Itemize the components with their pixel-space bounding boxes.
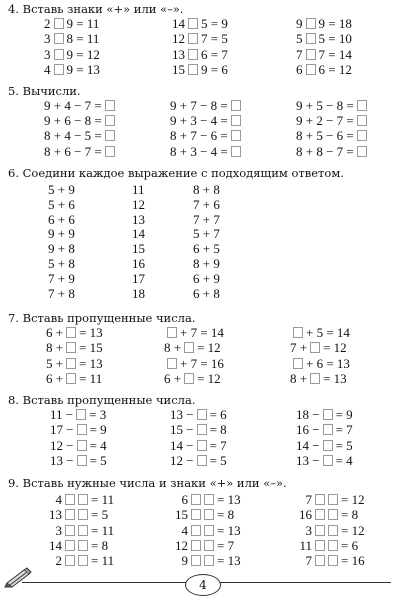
expression-suffix: = 12 (197, 340, 221, 356)
missing-number-exercise (50, 423, 107, 438)
sign-box[interactable] (188, 49, 198, 60)
expression-suffix: = 12 (323, 340, 347, 356)
compute-exercise (296, 99, 370, 114)
operand-b-result: 9 = 12 (66, 46, 100, 62)
expression-text: 8 + 3 − 4 = (170, 143, 228, 159)
answer-box[interactable] (105, 115, 115, 126)
match-right-item[interactable]: 8 + 9 (193, 256, 220, 271)
compute-exercise (296, 145, 370, 160)
expression-result: = 12 (341, 492, 365, 507)
answer-box[interactable] (357, 100, 367, 111)
section-7-header: 7. Вставь пропущенные числа. (8, 311, 196, 325)
operand-a: 14 (49, 537, 62, 553)
operand-b-result: 7 = 14 (318, 46, 352, 62)
pencil-icon (4, 566, 34, 588)
expression-suffix: = 5 (209, 452, 227, 468)
expression-text: 8 + 8 − 7 = (296, 143, 354, 159)
expression-text: 8 + 5 − 6 = (296, 128, 354, 144)
missing-number-exercise (296, 439, 353, 454)
match-mid-item[interactable]: 15 (132, 241, 145, 257)
missing-number-exercise (50, 439, 107, 454)
sign-box[interactable] (315, 525, 325, 536)
answer-box[interactable] (357, 130, 367, 141)
expression-result: = 13 (217, 492, 241, 507)
match-left-item[interactable]: 9 + 8 (48, 241, 75, 257)
section-8-header: 8. Вставь пропущенные числа. (8, 393, 196, 407)
operand-b-result: 6 = 12 (318, 61, 352, 77)
operand-a: 11 (299, 537, 312, 553)
match-mid-item[interactable]: 11 (132, 182, 145, 197)
answer-box[interactable] (231, 130, 241, 141)
match-right-item[interactable]: 8 + 8 (193, 182, 220, 197)
number-sign-exercise (48, 508, 108, 523)
sign-box[interactable] (188, 33, 198, 44)
expression-result: = 7 (217, 537, 235, 553)
expression-suffix: = 5 (89, 452, 107, 468)
sign-exercise (172, 17, 228, 32)
answer-box[interactable] (66, 327, 76, 338)
missing-number-exercise (50, 408, 106, 423)
answer-box[interactable] (184, 342, 194, 353)
sign-exercise (172, 63, 228, 78)
operand-a: 5 (296, 31, 303, 47)
missing-number-exercise (46, 372, 102, 387)
missing-number-exercise (170, 423, 227, 438)
sign-box[interactable] (315, 494, 325, 505)
operand-a: 9 (296, 16, 303, 31)
operand-a: 14 (172, 16, 185, 31)
expression-suffix: = 7 (209, 437, 227, 453)
answer-box[interactable] (105, 100, 115, 111)
number-sign-exercise (174, 493, 241, 508)
missing-number-exercise (290, 341, 347, 356)
sign-box[interactable] (306, 49, 316, 60)
expression-result: = 5 (91, 507, 109, 523)
answer-box[interactable] (66, 358, 76, 369)
compute-exercise (44, 145, 118, 160)
sign-exercise (44, 32, 99, 47)
missing-number-exercise (46, 326, 103, 341)
answer-box[interactable] (293, 327, 303, 338)
sign-box[interactable] (65, 555, 75, 566)
number-sign-exercise (174, 539, 234, 554)
sign-box[interactable] (191, 509, 201, 520)
compute-exercise (44, 129, 118, 144)
sign-exercise (296, 32, 352, 47)
expression-suffix: = 5 (335, 437, 353, 453)
expression-suffix: = 13 (79, 355, 103, 371)
number-sign-exercise (298, 493, 365, 508)
operand-b-result: 9 = 13 (66, 61, 100, 77)
expression-prefix: 8 + (46, 340, 64, 356)
operand-a: 6 (181, 492, 188, 507)
sign-box[interactable] (191, 494, 201, 505)
match-left-item[interactable]: 6 + 6 (48, 211, 75, 227)
match-mid-item[interactable]: 12 (132, 196, 145, 212)
expression-suffix: = 7 (335, 422, 353, 438)
number-sign-exercise (298, 539, 358, 554)
operand-a: 9 (181, 553, 188, 569)
operand-a: 6 (296, 61, 303, 77)
expression-prefix: 14 − (170, 437, 194, 453)
operand-a: 3 (305, 522, 312, 538)
operand-a: 7 (296, 46, 303, 62)
answer-box[interactable] (310, 342, 320, 353)
missing-number-exercise (290, 357, 350, 372)
number-box[interactable] (78, 494, 88, 505)
answer-box[interactable] (231, 100, 241, 111)
expression-text: 8 + 4 − 5 = (44, 128, 102, 144)
answer-box[interactable] (66, 373, 76, 384)
expression-result: = 11 (91, 492, 115, 507)
answer-box[interactable] (231, 146, 241, 157)
expression-suffix: = 4 (89, 437, 107, 453)
compute-exercise (44, 114, 118, 129)
number-box[interactable] (204, 509, 214, 520)
sign-exercise (296, 63, 352, 78)
expression-suffix: = 4 (335, 452, 353, 468)
sign-box[interactable] (65, 494, 75, 505)
match-mid-item[interactable]: 16 (132, 256, 145, 271)
match-left-item[interactable]: 7 + 9 (48, 270, 75, 286)
section-6-header: 6. Соедини каждое выражение с подходящим ответом. (8, 166, 344, 180)
missing-number-exercise (164, 341, 221, 356)
expression-result: = 13 (217, 553, 241, 569)
expression-text: 9 + 7 − 8 = (170, 98, 228, 113)
sign-box[interactable] (65, 509, 75, 520)
compute-exercise (170, 114, 244, 129)
operand-b-result: 5 = 9 (201, 16, 228, 31)
match-right-item[interactable]: 5 + 7 (193, 226, 220, 242)
expression-suffix: = 13 (79, 325, 103, 340)
expression-text: 9 + 4 − 7 = (44, 98, 102, 113)
sign-box[interactable] (306, 64, 316, 75)
operand-a: 3 (44, 31, 51, 47)
sign-exercise (172, 48, 228, 63)
sign-box[interactable] (54, 64, 64, 75)
missing-number-exercise (170, 408, 227, 423)
match-left-item[interactable]: 5 + 9 (48, 182, 75, 197)
expression-result: = 12 (341, 522, 365, 538)
sign-box[interactable] (65, 540, 75, 551)
operand-a: 16 (299, 507, 312, 523)
expression-prefix: 6 + (164, 370, 182, 386)
operand-b-result: 5 = 10 (318, 31, 352, 47)
sign-box[interactable] (315, 509, 325, 520)
operand-a: 2 (55, 553, 62, 569)
missing-number-exercise (50, 454, 107, 469)
match-left-item[interactable]: 7 + 8 (48, 285, 75, 301)
sign-exercise (296, 17, 352, 32)
expression-suffix: = 11 (79, 370, 103, 386)
expression-prefix: 7 + (290, 340, 308, 356)
answer-box[interactable] (197, 409, 207, 420)
number-box[interactable] (328, 555, 338, 566)
number-box[interactable] (328, 540, 338, 551)
answer-box[interactable] (105, 146, 115, 157)
answer-box[interactable] (310, 373, 320, 384)
operand-a: 3 (55, 522, 62, 538)
sign-box[interactable] (188, 64, 198, 75)
sign-box[interactable] (315, 540, 325, 551)
sign-exercise (296, 48, 352, 63)
expression-suffix: + 7 = 16 (180, 355, 224, 371)
operand-a: 15 (175, 507, 188, 523)
answer-box[interactable] (76, 409, 86, 420)
expression-text: 9 + 3 − 4 = (170, 113, 228, 129)
answer-box[interactable] (66, 342, 76, 353)
expression-prefix: 8 + (164, 340, 182, 356)
compute-exercise (44, 99, 118, 114)
number-box[interactable] (204, 525, 214, 536)
operand-a: 13 (172, 46, 185, 62)
expression-text: 9 + 6 − 8 = (44, 113, 102, 129)
expression-result: = 13 (217, 522, 241, 538)
sign-box[interactable] (54, 33, 64, 44)
expression-prefix: 18 − (296, 407, 320, 422)
match-right-item[interactable]: 7 + 7 (193, 211, 220, 227)
expression-prefix: 16 − (296, 422, 320, 438)
operand-a: 12 (175, 537, 188, 553)
expression-suffix: = 15 (79, 340, 103, 356)
expression-text: 9 + 5 − 8 = (296, 98, 354, 113)
missing-number-exercise (170, 439, 227, 454)
expression-suffix: + 7 = 14 (180, 325, 224, 340)
answer-box[interactable] (197, 440, 207, 451)
operand-a: 3 (44, 46, 51, 62)
missing-number-exercise (296, 408, 353, 423)
answer-box[interactable] (77, 440, 87, 451)
expression-result: = 11 (91, 522, 115, 538)
number-sign-exercise (48, 524, 114, 539)
number-box[interactable] (204, 555, 214, 566)
compute-exercise (170, 129, 244, 144)
answer-box[interactable] (105, 130, 115, 141)
expression-suffix: = 12 (197, 370, 221, 386)
number-box[interactable] (328, 509, 338, 520)
answer-box[interactable] (323, 455, 333, 466)
answer-box[interactable] (231, 115, 241, 126)
number-sign-exercise (174, 524, 241, 539)
sign-exercise (172, 32, 228, 47)
match-right-item[interactable]: 6 + 8 (193, 285, 220, 301)
operand-b-result: 9 = 18 (318, 16, 352, 31)
page-number: 4 (185, 574, 221, 596)
operand-a: 4 (55, 492, 62, 507)
match-left-item[interactable]: 5 + 8 (48, 256, 75, 271)
number-sign-exercise (48, 493, 114, 508)
missing-number-exercise (46, 357, 103, 372)
section-4-header: 4. Вставь знаки «+» или «–». (8, 2, 184, 16)
operand-a: 15 (172, 61, 185, 77)
operand-a: 7 (305, 553, 312, 569)
answer-box[interactable] (184, 373, 194, 384)
number-box[interactable] (78, 509, 88, 520)
number-box[interactable] (204, 540, 214, 551)
operand-b-result: 9 = 11 (66, 16, 100, 31)
missing-number-exercise (164, 357, 224, 372)
sign-exercise (44, 48, 100, 63)
match-mid-item[interactable]: 14 (132, 226, 145, 242)
answer-box[interactable] (323, 440, 333, 451)
section-9-header: 9. Вставь нужные числа и знаки «+» или «–». (8, 476, 287, 490)
number-sign-exercise (174, 508, 234, 523)
expression-suffix: = 13 (323, 370, 347, 386)
missing-number-exercise (296, 423, 353, 438)
expression-result: = 6 (341, 537, 359, 553)
match-mid-item[interactable]: 18 (132, 285, 145, 301)
expression-suffix: + 6 = 13 (306, 355, 350, 371)
answer-box[interactable] (77, 424, 87, 435)
operand-b-result: 9 = 6 (201, 61, 228, 77)
expression-text: 8 + 6 − 7 = (44, 143, 102, 159)
answer-box[interactable] (357, 115, 367, 126)
match-left-item[interactable]: 9 + 9 (48, 226, 75, 242)
expression-prefix: 6 + (46, 325, 64, 340)
operand-a: 12 (172, 31, 185, 47)
expression-prefix: 17 − (50, 422, 74, 438)
operand-a: 2 (44, 16, 51, 31)
match-right-item[interactable]: 7 + 6 (193, 196, 220, 212)
expression-prefix: 12 − (170, 452, 194, 468)
expression-text: 8 + 7 − 6 = (170, 128, 228, 144)
sign-box[interactable] (306, 33, 316, 44)
compute-exercise (170, 99, 244, 114)
sign-box[interactable] (188, 18, 198, 29)
expression-result: = 8 (91, 537, 109, 553)
answer-box[interactable] (197, 424, 207, 435)
expression-suffix: = 6 (209, 407, 227, 422)
missing-number-exercise (46, 341, 103, 356)
compute-exercise (170, 145, 244, 160)
expression-prefix: 15 − (170, 422, 194, 438)
number-box[interactable] (78, 540, 88, 551)
match-right-item[interactable]: 6 + 5 (193, 241, 220, 257)
sign-box[interactable] (191, 540, 201, 551)
operand-a: 4 (181, 522, 188, 538)
number-sign-exercise (298, 554, 365, 569)
sign-box[interactable] (315, 555, 325, 566)
operand-b-result: 7 = 5 (201, 31, 228, 47)
number-box[interactable] (78, 525, 88, 536)
number-sign-exercise (298, 508, 358, 523)
compute-exercise (296, 129, 370, 144)
expression-prefix: 8 + (290, 370, 308, 386)
compute-exercise (296, 114, 370, 129)
missing-number-exercise (296, 454, 353, 469)
operand-b-result: 6 = 7 (201, 46, 228, 62)
expression-prefix: 12 − (50, 437, 74, 453)
expression-result: = 8 (341, 507, 359, 523)
expression-prefix: 6 + (46, 370, 64, 386)
expression-prefix: 13 − (50, 452, 74, 468)
match-right-item[interactable]: 6 + 9 (193, 270, 220, 286)
answer-box[interactable] (323, 424, 333, 435)
expression-suffix: = 9 (89, 422, 107, 438)
expression-result: = 8 (217, 507, 235, 523)
answer-box[interactable] (357, 146, 367, 157)
number-box[interactable] (328, 494, 338, 505)
match-left-item[interactable]: 5 + 6 (48, 196, 75, 212)
number-sign-exercise (48, 554, 114, 569)
expression-result: = 11 (91, 553, 115, 569)
missing-number-exercise (290, 372, 347, 387)
sign-exercise (44, 17, 99, 32)
number-box[interactable] (204, 494, 214, 505)
number-sign-exercise (298, 524, 365, 539)
sign-box[interactable] (191, 525, 201, 536)
operand-b-result: 8 = 11 (66, 31, 100, 47)
answer-box[interactable] (323, 409, 333, 420)
sign-box[interactable] (306, 18, 316, 29)
operand-a: 4 (44, 61, 51, 77)
missing-number-exercise (164, 326, 224, 341)
answer-box[interactable] (197, 455, 207, 466)
operand-a: 13 (49, 507, 62, 523)
answer-box[interactable] (293, 358, 303, 369)
sign-box[interactable] (191, 555, 201, 566)
number-box[interactable] (78, 555, 88, 566)
sign-box[interactable] (54, 18, 64, 29)
sign-exercise (44, 63, 100, 78)
expression-result: = 16 (341, 553, 365, 569)
answer-box[interactable] (77, 455, 87, 466)
missing-number-exercise (170, 454, 227, 469)
answer-box[interactable] (167, 358, 177, 369)
expression-prefix: 11 − (50, 407, 74, 422)
section-5-header: 5. Вычисли. (8, 84, 81, 98)
operand-a: 7 (305, 492, 312, 507)
match-mid-item[interactable]: 13 (132, 211, 145, 227)
answer-box[interactable] (167, 327, 177, 338)
number-box[interactable] (328, 525, 338, 536)
missing-number-exercise (290, 326, 350, 341)
expression-suffix: = 3 (89, 407, 107, 422)
number-sign-exercise (174, 554, 241, 569)
number-sign-exercise (48, 539, 108, 554)
expression-prefix: 13 − (296, 452, 320, 468)
expression-suffix: = 8 (209, 422, 227, 438)
missing-number-exercise (164, 372, 221, 387)
expression-prefix: 14 − (296, 437, 320, 453)
expression-prefix: 13 − (170, 407, 194, 422)
expression-prefix: 5 + (46, 355, 64, 371)
expression-suffix: = 9 (335, 407, 353, 422)
expression-suffix: + 5 = 14 (306, 325, 350, 340)
sign-box[interactable] (65, 525, 75, 536)
expression-text: 9 + 2 − 7 = (296, 113, 354, 129)
sign-box[interactable] (54, 49, 64, 60)
match-mid-item[interactable]: 17 (132, 270, 145, 286)
